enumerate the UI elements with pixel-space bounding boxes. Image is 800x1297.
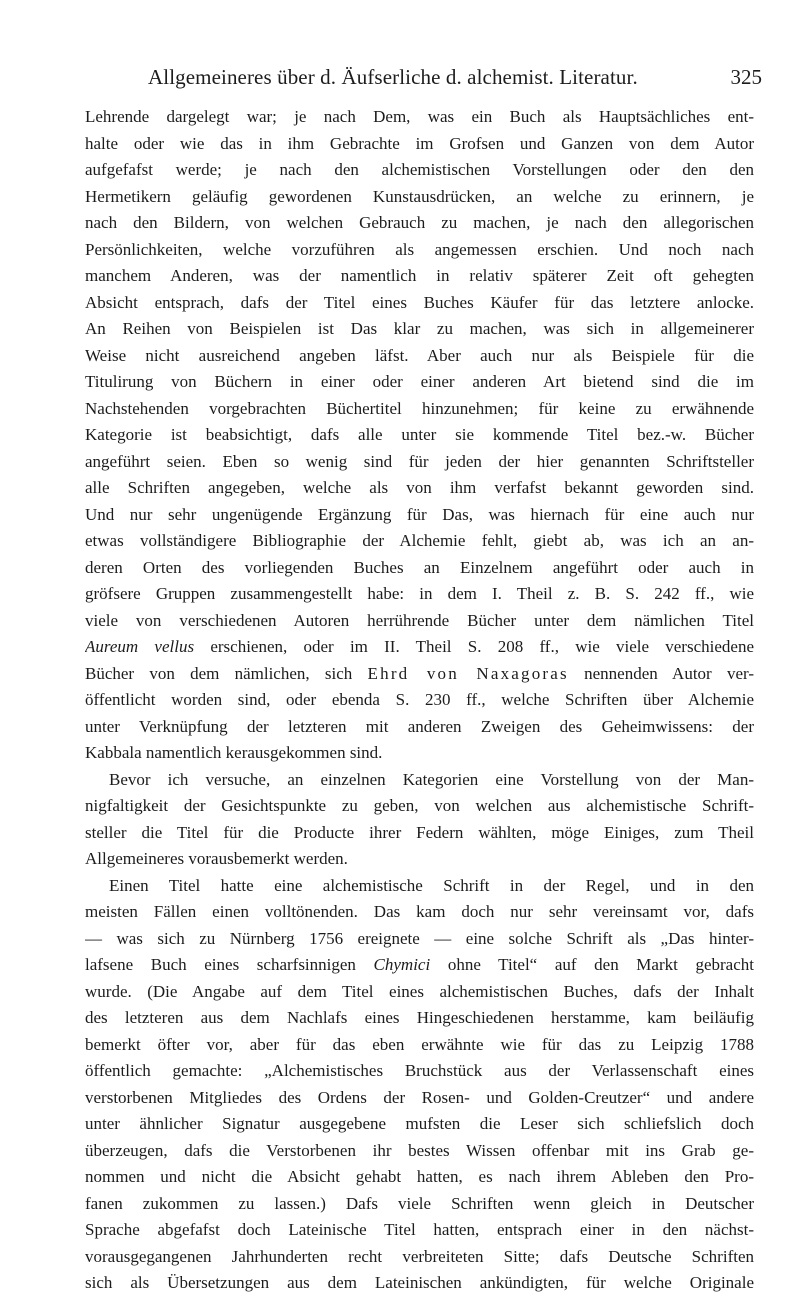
- text-line: [85, 846, 754, 873]
- text-line: [85, 184, 754, 211]
- text-segment: verstorbenen Mitgliedes des Ordens der Rosen- und Golden-Creutzer“ und andere: [85, 1087, 754, 1107]
- text-segment: angeführt seien. Eben so wenig sind für jeden der hier genannten Schriftsteller: [85, 451, 754, 471]
- text-segment: deren Orten des vorliegenden Buches an Einzelnem angeführt oder auch in: [85, 557, 754, 577]
- running-header: [80, 60, 770, 94]
- text-segment: Allgemeineres vorausbemerkt werden.: [85, 849, 348, 868]
- text-line: [85, 263, 754, 290]
- text-segment: nigfaltigkeit der Gesichtspunkte zu geben, von welchen aus alchemistische Schrift-: [85, 796, 754, 815]
- text-line: [85, 1085, 754, 1112]
- text-segment: etwas vollständigere Bibliographie der Alchemie fehlt, giebt ab, was ich an an-: [85, 531, 754, 550]
- text-segment: öffentlich gemachte: „Alchemistisches Bruchstück aus der Verlassenschaft eines: [85, 1061, 754, 1080]
- text-line: [85, 316, 754, 343]
- text-line: [85, 343, 754, 370]
- text-line: [85, 714, 754, 741]
- text-line: [85, 1164, 754, 1191]
- text-line: [85, 369, 754, 396]
- text-segment: unter ähnlicher Signatur ausgegebene mufsten die Leser sich schliefslich doch: [85, 1114, 754, 1133]
- text-line: [85, 1058, 754, 1085]
- text-segment: unter Verknüpfung der letzteren mit anderen Zweigen des Geheimwissens: der: [85, 716, 754, 736]
- page-number: 325: [730, 65, 762, 89]
- text-line: [85, 237, 754, 264]
- text-line: [85, 1111, 754, 1138]
- text-line: [85, 1217, 754, 1244]
- text-line: [85, 528, 754, 555]
- text-line: [85, 475, 754, 502]
- text-line: [85, 767, 754, 794]
- text-line: [85, 131, 754, 158]
- text-segment: Persönlichkeiten, welche vorzuführen als angemessen erschien. Und noch nach: [85, 239, 754, 259]
- text-segment: alle Schriften angegeben, welche als von ihm verfafst bekannt geworden sind.: [85, 478, 754, 497]
- text-segment: halte oder wie das in ihm Gebrachte im Grofsen und Ganzen von dem Autor: [85, 133, 754, 153]
- text-segment: Sprache abgefafst doch Lateinische Titel hatten, entsprach einer in den nächst-: [85, 1220, 754, 1239]
- text-line: [85, 1032, 754, 1059]
- text-line: [85, 1138, 754, 1165]
- text-line: [85, 608, 754, 635]
- text-line: [85, 979, 754, 1006]
- italic-term: Chymici: [373, 955, 431, 974]
- text-line: [85, 740, 754, 767]
- text-line: [85, 1270, 754, 1297]
- text-line: [85, 793, 754, 820]
- text-segment: bemerkt öfter vor, aber für das eben erwähnte wie für das zu Leipzig 1788: [85, 1034, 754, 1054]
- text-segment: ohne Titel“ auf den Markt gebracht: [430, 955, 754, 974]
- text-segment: Und nur sehr ungenügende Ergänzung für Das, was hiernach für eine auch nur: [85, 504, 754, 524]
- text-line: [85, 1191, 754, 1218]
- text-segment: des letzteren aus dem Nachlafs eines Hingeschiedenen herstamme, kam beiläufig: [85, 1008, 754, 1027]
- text-line: [85, 581, 754, 608]
- text-line: [85, 687, 754, 714]
- text-segment: aufgefafst werde; je nach den alchemistischen Vorstellungen oder den den: [85, 160, 754, 179]
- text-segment: Nachstehenden vorgebrachten Büchertitel hinzunehmen; für keine zu erwähnende: [85, 398, 754, 418]
- text-segment: — was sich zu Nürnberg 1756 ereignete — eine solche Schrift als „Das hinter-: [85, 928, 754, 948]
- text-line: [85, 396, 754, 423]
- text-segment: manchem Anderen, was der namentlich in relativ späterer Zeit oft gehegten: [85, 266, 754, 285]
- text-segment: meisten Fällen einen volltönenden. Das kam doch nur sehr vereinsamt vor, dafs: [85, 902, 754, 921]
- spaced-name: Ehrd von Naxagoras: [367, 663, 569, 683]
- text-segment: An Reihen von Beispielen ist Das klar zu machen, was sich in allgemeinerer: [85, 319, 754, 338]
- text-line: [85, 555, 754, 582]
- text-segment: nommen und nicht die Absicht gehabt hatten, es nach ihrem Ableben den Pro-: [85, 1167, 754, 1186]
- text-segment: sich als Übersetzungen aus dem Lateinischen ankündigten, für welche Originale: [85, 1273, 754, 1292]
- text-segment: Kabbala namentlich kerausgekommen sind.: [85, 743, 383, 762]
- text-segment: nach den Bildern, von welchen Gebrauch zu machen, je nach den allegorischen: [85, 213, 754, 232]
- text-segment: öffentlicht worden sind, oder ebenda S. 230 ff., welche Schriften über Alchemie: [85, 690, 754, 709]
- text-segment: Absicht entsprach, dafs der Titel eines Buches Käufer für das letztere anlocke.: [85, 292, 754, 312]
- text-line: [85, 634, 754, 661]
- text-segment: Lehrende dargelegt war; je nach Dem, was ein Buch als Hauptsächliches ent-: [85, 107, 754, 126]
- text-line: [85, 1005, 754, 1032]
- text-segment: Kategorie ist beabsichtigt, dafs alle unter sie kommende Titel bez.-w. Bücher: [85, 425, 754, 444]
- italic-title: Aureum vellus: [85, 637, 195, 656]
- text-line: [85, 820, 754, 847]
- text-line: [85, 926, 754, 953]
- text-segment: fanen zukommen zu lassen.) Dafs viele Schriften wenn gleich in Deutscher: [85, 1193, 754, 1213]
- text-segment: vorausgegangenen Jahrhunderten recht verbreiteten Sitte; dafs Deutsche Schriften: [85, 1246, 754, 1266]
- text-segment: lafsene Buch eines scharfsinnigen: [85, 955, 374, 974]
- text-segment: Titulirung von Büchern in einer oder einer anderen Art bietend sind die im: [85, 372, 754, 391]
- text-segment: wurde. (Die Angabe auf dem Titel eines alchemistischen Buches, dafs der Inhalt: [85, 981, 754, 1001]
- text-line: [85, 104, 754, 131]
- text-line: [85, 449, 754, 476]
- text-segment: Hermetikern geläufig gewordenen Kunstausdrücken, an welche zu erinnern, je: [85, 186, 754, 206]
- text-segment: Bücher von dem nämlichen, sich: [85, 663, 368, 683]
- text-segment: gröfsere Gruppen zusammengestellt habe: in dem I. Theil z. B. S. 242 ff., wie: [85, 584, 754, 603]
- text-line: [85, 290, 754, 317]
- text-line: [85, 210, 754, 237]
- text-line: [85, 1244, 754, 1271]
- text-segment: viele von verschiedenen Autoren herrührende Bücher unter dem nämlichen Titel: [85, 610, 754, 630]
- text-line: [85, 899, 754, 926]
- text-segment: Einen Titel hatte eine alchemistische Schrift in der Regel, und in den: [109, 875, 754, 895]
- text-segment: nennenden Autor ver-: [568, 663, 754, 683]
- text-line: [85, 502, 754, 529]
- text-segment: Bevor ich versuche, an einzelnen Kategorien eine Vorstellung von der Man-: [109, 769, 754, 789]
- text-line: [85, 157, 754, 184]
- text-line: [85, 952, 754, 979]
- text-segment: erschienen, oder im II. Theil S. 208 ff., wie viele verschiedene: [194, 637, 754, 656]
- running-title: Allgemeineres über d. Äufserliche d. alchemist. Literatur.: [148, 65, 638, 89]
- text-segment: steller die Titel für die Producte ihrer Federn wählten, möge Einiges, zum Theil: [85, 822, 754, 842]
- text-segment: überzeugen, dafs die Verstorbenen ihr bestes Wissen offenbar mit ins Grab ge-: [85, 1140, 754, 1160]
- text-line: [85, 422, 754, 449]
- text-segment: Weise nicht ausreichend angeben läfst. Aber auch nur als Beispiele für die: [85, 345, 754, 365]
- body-text: [85, 104, 754, 1297]
- text-line: [85, 873, 754, 900]
- text-line: [85, 661, 754, 688]
